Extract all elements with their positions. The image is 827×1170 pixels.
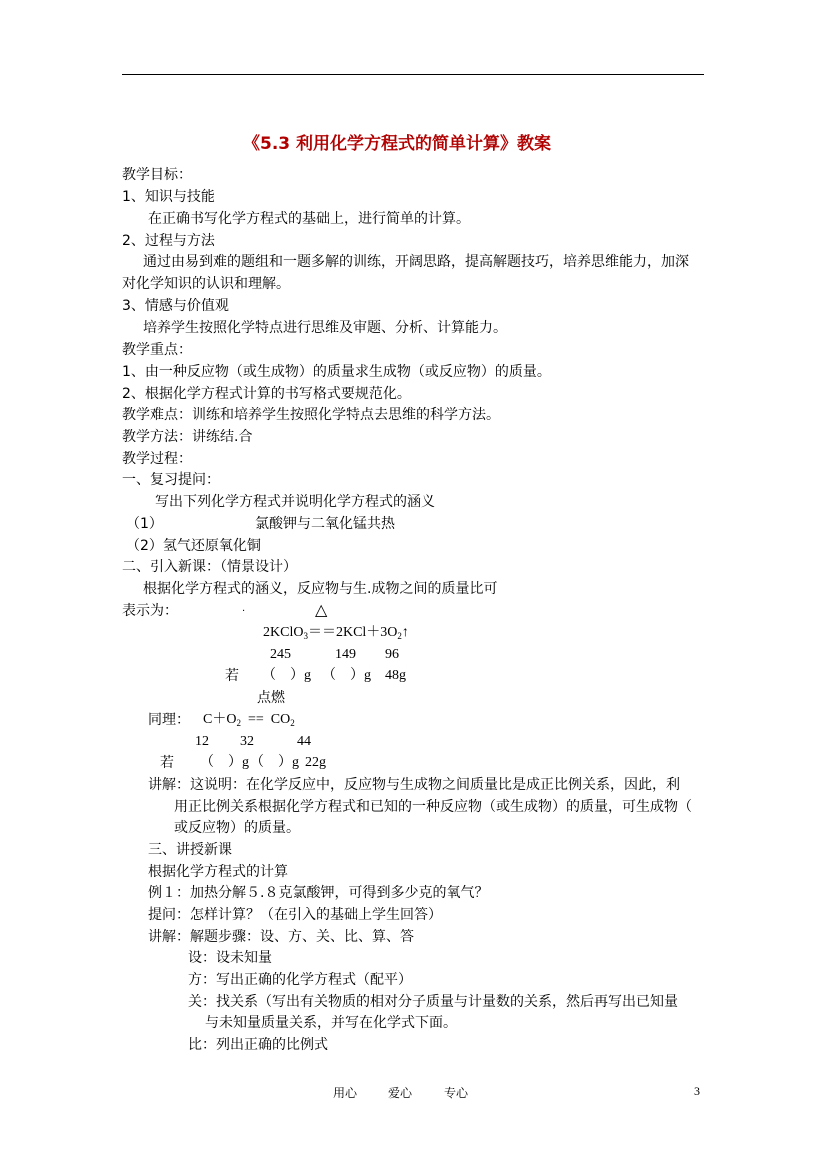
eq2-product-sub: 2 [290,718,295,728]
objective-2-text-line2: 对化学知识的认识和理解。 [122,276,290,292]
eq1-mass-3: 96 [385,647,399,662]
eq1-if-label: 若 [225,668,239,684]
keypoint-1: 1、由一种反应物（或生成物）的质量求生成物（或反应物）的质量。 [122,364,551,380]
heat-triangle: △ [315,600,328,619]
eq2-mass-3: 44 [297,734,311,749]
eq1-mass-1: 245 [270,647,291,662]
eq1-mid: ＝＝2KCl＋3O [307,625,398,640]
dot-mark: . [242,603,246,614]
eq1-left: 2KClO [263,625,304,640]
explain-line1: 讲解：这说明：在化学反应中，反应物与生成物之间质量比是成正比例关系，因此，利 [148,777,680,793]
document-title: 《5.3 利用化学方程式的简单计算》教案 [243,134,552,154]
objective-1-heading: 1、知识与技能 [122,189,215,205]
intro-heading: 二、引入新课：（情景设计） [122,559,297,575]
eq2-blank-1: （ ）g [200,755,249,770]
footer-left: 用心 [333,1086,358,1100]
step-set: 设：设未知量 [188,950,272,966]
eq2-mass-2: 32 [240,734,254,749]
eq2-product: CO [270,712,291,727]
ignite-label: 点燃 [257,690,285,706]
objective-1-text: 在正确书写化学方程式的基础上，进行简单的计算。 [148,211,470,227]
explain-line2: 用正比例关系根据化学方程式和已知的一种反应物（或生成物）的质量，可生成物（ [174,799,692,815]
explain-line3: 或反应物）的质量。 [174,820,300,836]
objective-3-text: 培养学生按照化学特点进行思维及审题、分析、计算能力。 [143,320,507,336]
eq2-blank-2: （ ）g [250,755,299,770]
eq2-if-label: 若 [160,755,174,771]
footer-right: 专心 [444,1086,469,1100]
teaching-method: 教学方法：讲练结.合 [122,429,253,445]
eq2-given-mass: 22g [305,755,326,770]
up-arrow-icon: ↑ [401,625,409,640]
process-heading: 教学过程： [122,451,192,467]
difficulty: 教学难点：训练和培养学生按照化学特点去思维的科学方法。 [122,407,500,423]
express-label: 表示为： [122,603,178,619]
objective-3-heading: 3、情感与价值观 [122,298,229,314]
eq1-blank-2: （ ）g [322,668,371,683]
new-lesson-heading: 三、讲授新课 [148,842,232,858]
header-rule [122,74,704,75]
eq2-reactants: C＋O [203,712,237,727]
step-equation: 方：写出正确的化学方程式（配平） [188,972,412,988]
objectives-heading: 教学目标： [122,167,192,183]
eq2-reactant-sub: 2 [236,718,241,728]
page-number: 3 [694,1084,700,1098]
intro-text: 根据化学方程式的涵义，反应物与生.成物之间的质量比可 [143,581,498,597]
eq1-blank-1: （ ）g [262,668,311,683]
equation-2 [203,710,295,733]
review-item-1-number: （1） [126,516,163,532]
equation-1 [263,623,409,646]
eq1-given-mass: 48g [385,668,406,683]
footer-middle: 爱心 [388,1086,413,1100]
eq1-left-sub: 3 [303,631,308,641]
step-relation-line2: 与未知量质量关系，并写在化学式下面。 [205,1015,457,1031]
keypoint-2: 2、根据化学方程式计算的书写格式要规范化。 [122,386,411,402]
step-relation-line1: 关：找关系（写出有关物质的相对分子质量与计量数的关系，然后再写出已知量 [188,994,678,1010]
new-lesson-subheading: 根据化学方程式的计算 [148,864,288,880]
review-heading: 一、复习提问： [122,472,220,488]
eq1-mid-sub: 2 [397,631,402,641]
keypoints-heading: 教学重点： [122,342,192,358]
objective-2-text-line1: 通过由易到难的题组和一题多解的训练，开阔思路，提高解题技巧，培养思维能力，加深 [143,254,689,270]
eq1-mass-2: 149 [335,647,356,662]
review-text: 写出下列化学方程式并说明化学方程式的涵义 [155,494,435,510]
eq2-equals: == [247,712,264,727]
eq2-mass-1: 12 [195,734,209,749]
step-ratio: 比：列出正确的比例式 [188,1037,328,1053]
solution-steps: 讲解：解题步骤：设、方、关、比、算、答 [148,929,414,945]
review-item-2: （2）氢气还原氧化铜 [126,538,261,554]
question: 提问：怎样计算？（在引入的基础上学生回答） [148,907,442,923]
review-item-1-text: 氯酸钾与二氧化锰共热 [255,516,395,532]
objective-2-heading: 2、过程与方法 [122,233,215,249]
example-1: 例１：加热分解５.８克氯酸钾，可得到多少克的氧气？ [148,885,489,901]
likewise-label: 同理： [148,712,190,728]
